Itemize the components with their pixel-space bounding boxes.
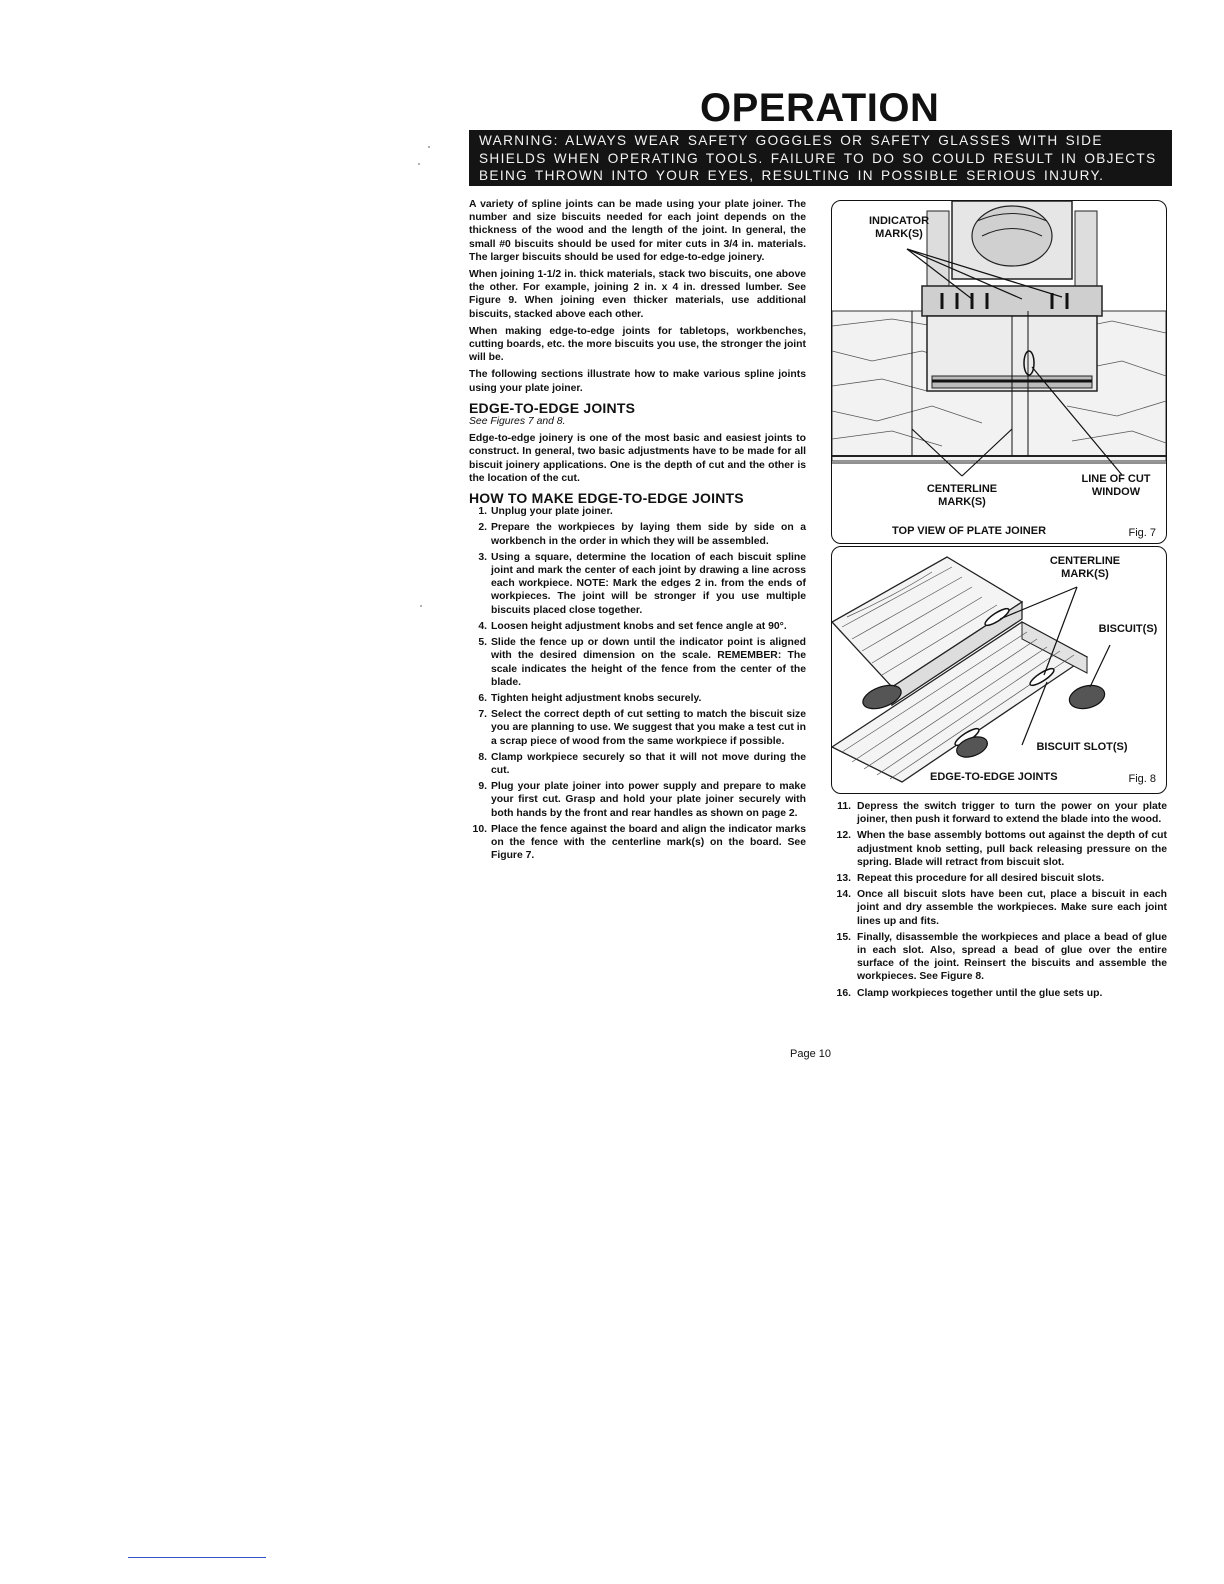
edge-joints-figure-ref: See Figures 7 and 8. [469, 416, 566, 428]
step-item: 12. When the base assembly bottoms out against the depth of cut adjustment knob setting, pull back releasing pressure on the spring. Blade will retract from biscuit slot. [836, 830, 1167, 868]
figure-7-caption: TOP VIEW OF PLATE JOINER [892, 525, 1047, 537]
step-item: 10. Place the fence against the board and align the indicator marks on the fence with the centerline mark(s) on the board. See Figure 7. [472, 823, 806, 862]
step-item: 1. Unplug your plate joiner. [478, 506, 613, 518]
edge-to-edge-joints-illustration [832, 547, 1166, 793]
right-column [831, 800, 1167, 1003]
step-item: 2. Prepare the workpieces by laying them side by side on a workbench in the order in which they will be assembled. [478, 522, 806, 547]
howto-heading: HOW TO MAKE EDGE-TO-EDGE JOINTS [469, 490, 744, 507]
intro-paragraph-1: A variety of spline joints can be made using your plate joiner. The number and size biscuits needed for each joint depends on the thickness of the wood and the length of the joint. In general, the small #0 biscuits should be used for miter cuts in 3/4 in. materials. The larger biscuits should be used for edge-to-edge joinery. [469, 199, 806, 263]
page-number: Page 10 [790, 1048, 831, 1060]
intro-paragraph-3: When making edge-to-edge joints for tabletops, workbenches, cutting boards, etc. the more biscuits you use, the stronger the joint will be. [469, 325, 806, 364]
page-title: OPERATION [700, 86, 940, 130]
left-column [469, 198, 806, 865]
step-item: 14. Once all biscuit slots have been cut, place a biscuit in each joint and dry assemble the workpieces. Make sure each joint lines up and fits. [836, 889, 1167, 927]
step-item: 4. Loosen height adjustment knobs and set fence angle at 90°. [478, 620, 787, 632]
indicator-marks-label: INDICATOR MARK(S) [868, 215, 930, 240]
scan-speck [420, 605, 422, 607]
steps-list-right [831, 800, 1167, 1000]
step-item: 11. Depress the switch trigger to turn the power on your plate joiner, then push it forward to extend the blade into the wood. [837, 801, 1167, 826]
figure-8 [831, 546, 1167, 794]
biscuits-label: BISCUIT(S) [1098, 623, 1158, 635]
step-item: 3. Using a square, determine the location of each biscuit spline joint and mark the center of each joint by drawing a line across each workpiece. NOTE: Mark the edges 2 in. from the ends of workpieces. The joint will be stronger if you use multiple biscuits placed close together. [478, 551, 806, 616]
biscuit-slots-label: BISCUIT SLOT(S) [1036, 741, 1128, 753]
edge-joints-heading: EDGE-TO-EDGE JOINTS [469, 399, 636, 416]
step-item: 7. Select the correct depth of cut setting to match the biscuit size you are planning to use. We suggest that you make a test cut in a scrap piece of wood from the same workpiece if possible. [478, 709, 806, 747]
centerline-marks-label: CENTERLINE MARK(S) [1049, 555, 1121, 580]
line-of-cut-window-label: LINE OF CUT WINDOW [1081, 473, 1151, 498]
step-item: 15. Finally, disassemble the workpieces and place a bead of glue in each slot. Also, spread a bead of glue over the entire surface of the joint. Reinsert the biscuits and assemble the workpieces. See Figure 8. [836, 931, 1167, 983]
footer-rule [128, 1557, 266, 1558]
step-item: 6. Tighten height adjustment knobs securely. [478, 692, 702, 704]
scan-speck [418, 163, 420, 165]
centerline-marks-label: CENTERLINE MARK(S) [926, 483, 998, 508]
step-item: 5. Slide the fence up or down until the indicator point is aligned with the desired dimension on the scale. REMEMBER: The scale indicates the height of the fence from the center of the blade. [478, 637, 806, 688]
scan-speck [428, 146, 430, 148]
figure-8-number: Fig. 8 [1128, 773, 1156, 785]
figure-7-number: Fig. 7 [1128, 527, 1156, 539]
figure-7 [831, 200, 1167, 544]
figure-8-caption: EDGE-TO-EDGE JOINTS [930, 771, 1058, 783]
steps-list-left [469, 505, 806, 862]
step-item: 9. Plug your plate joiner into power supply and prepare to make your first cut. Grasp and hold your plate joiner securely with both hands by the front and rear handles as shown on page 2. [478, 781, 806, 819]
intro-paragraph-2: When joining 1-1/2 in. thick materials, stack two biscuits, one above the other. For example, joining 2 in. x 4 in. dressed lumber. See Figure 9. When joining even thicker materials, use additional biscuits, stacked above each other. [469, 269, 806, 320]
intro-paragraph-4: The following sections illustrate how to make various spline joints using your plate joiner. [469, 369, 806, 394]
step-item: 8. Clamp workpiece securely so that it will not move during the cut. [478, 751, 806, 776]
step-item: 16. Clamp workpieces together until the glue sets up. [836, 987, 1103, 999]
step-item: 13. Repeat this procedure for all desired biscuit slots. [836, 873, 1105, 885]
safety-warning-banner: WARNING: ALWAYS WEAR SAFETY GOGGLES OR SAFETY GLASSES WITH SIDE SHIELDS WHEN OPERATING TOOLS. FAILURE TO DO SO COULD RESULT IN OBJECTS BEING THROWN INTO YOUR EYES, RESULTING IN POSSIBLE SERIOUS INJURY. [469, 130, 1172, 186]
edge-joints-body: Edge-to-edge joinery is one of the most basic and easiest joints to construct. In general, two basic adjustments have to be made for all biscuit joinery applications. One is the depth of cut and the other is the location of the cut. [469, 433, 806, 484]
